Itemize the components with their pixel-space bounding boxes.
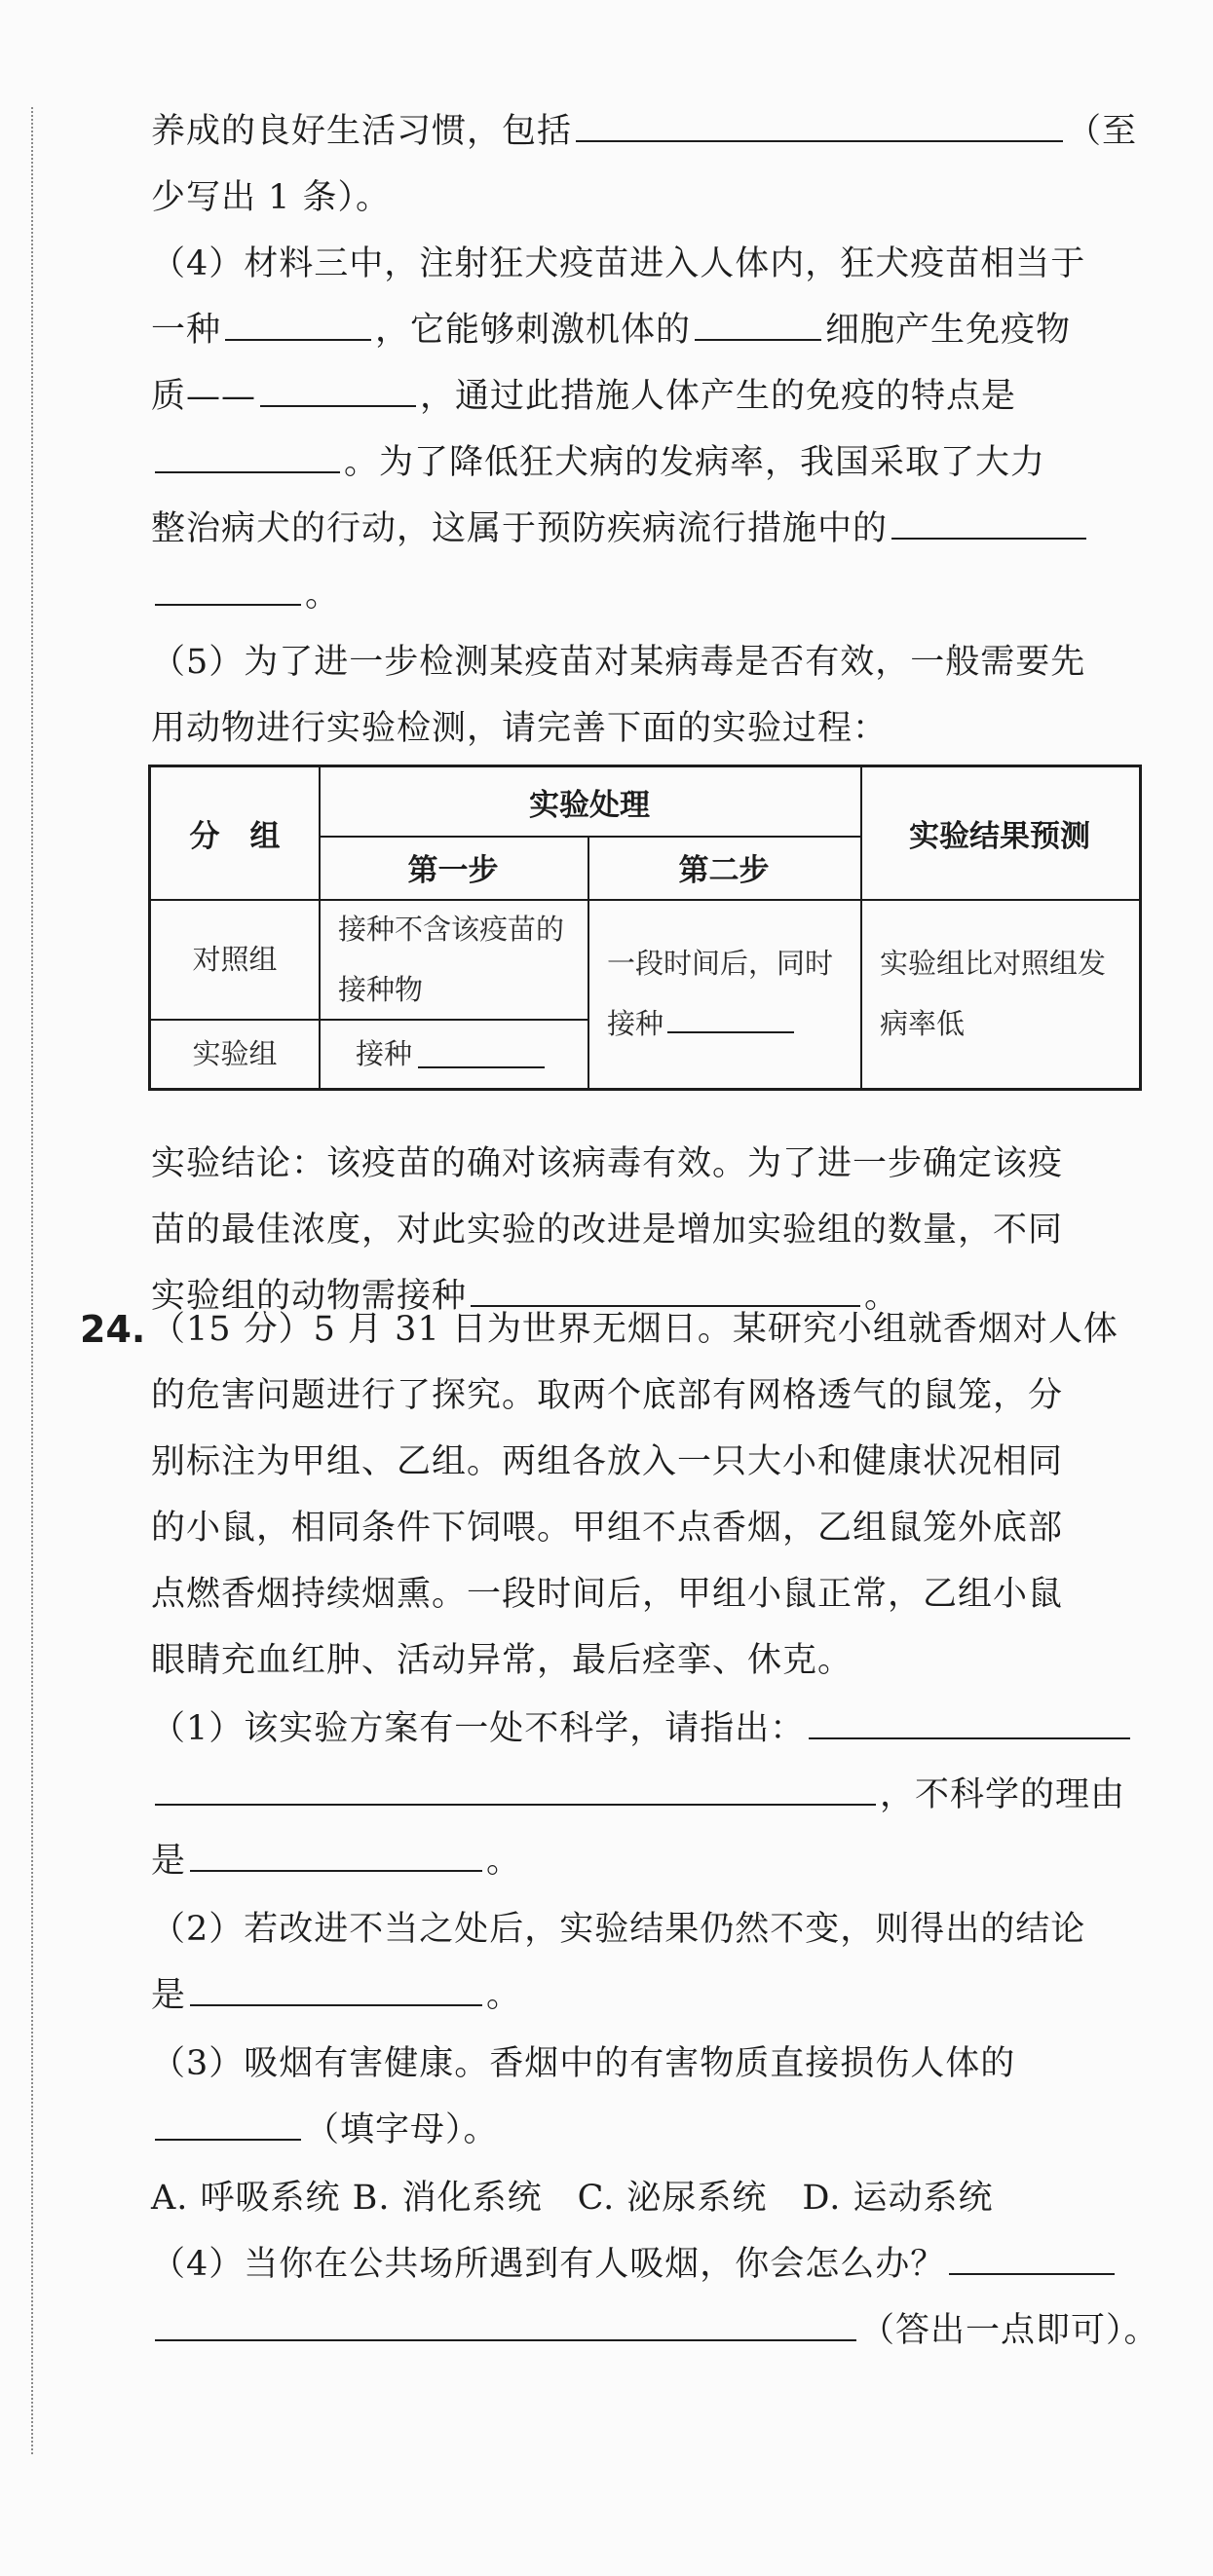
line-text: 整治病犬的行动，这属于预防疾病流行措施中的 xyxy=(151,509,889,548)
text-line-l14 xyxy=(151,1295,1145,1363)
answer-blank[interactable] xyxy=(695,306,821,341)
text-line-l21 xyxy=(151,1761,1145,1829)
line-text: 眼睛充血红肿、活动异常，最后痉挛、休克。 xyxy=(151,1641,853,1680)
answer-blank[interactable] xyxy=(225,306,371,341)
answer-blank[interactable] xyxy=(155,571,301,606)
cell-control-step1-text: 接种不含该疫苗的接种物 xyxy=(338,912,565,1006)
text-line-l23 xyxy=(151,1895,1145,1963)
text-line-l27 xyxy=(151,2164,1145,2232)
answer-blank[interactable] xyxy=(155,2306,856,2341)
line-text: （5）为了进一步检测某疫苗对某病毒是否有效，一般需要先 xyxy=(151,643,1086,682)
cell-step2-label: 一段时间后，同时接种 xyxy=(607,947,834,1040)
answer-blank[interactable] xyxy=(809,1704,1130,1739)
line-text: 细胞产生免疫物 xyxy=(825,311,1072,350)
line-text: ，它能够刺激机体的 xyxy=(375,311,692,350)
text-line-l3 xyxy=(151,230,1145,298)
answer-blank[interactable] xyxy=(155,438,340,473)
header-treatment: 实验处理 xyxy=(529,787,650,823)
header-group: 分 组 xyxy=(189,819,281,854)
line-text: 别标注为甲组、乙组。两组各放入一只大小和健康状况相同 xyxy=(151,1442,1064,1481)
text-line-l12 xyxy=(151,1196,1145,1264)
answer-blank[interactable] xyxy=(576,107,1063,142)
answer-blank[interactable] xyxy=(190,1837,482,1872)
line-text: 养成的良好生活习惯，包括 xyxy=(151,112,573,151)
cell-experimental-step1-text: 接种 xyxy=(356,1036,413,1070)
line-text: （15 分）5 月 31 日为世界无烟日。某研究小组就香烟对人体 xyxy=(151,1310,1118,1349)
answer-blank[interactable] xyxy=(155,2106,301,2141)
line-text: （至 xyxy=(1067,112,1138,151)
line-text: 点燃香烟持续烟熏。一段时间后，甲组小鼠正常，乙组小鼠 xyxy=(151,1575,1064,1614)
line-text: （1）该实验方案有一处不科学，请指出： xyxy=(151,1709,806,1748)
text-line-l19 xyxy=(151,1626,1145,1695)
line-text: 苗的最佳浓度，对此实验的改进是增加实验组的数量，不同 xyxy=(151,1211,1064,1250)
text-line-l8 xyxy=(151,561,1145,629)
line-text: 一种 xyxy=(151,311,222,350)
line-text: 是 xyxy=(151,1842,187,1881)
cell-experimental-step1 xyxy=(319,1019,588,1088)
line-text: 用动物进行实验检测，请完善下面的实验过程： xyxy=(151,709,889,748)
answer-blank[interactable] xyxy=(949,2240,1115,2275)
line-text: （填字母）。 xyxy=(305,2110,499,2149)
line-text: （4）当你在公共场所遇到有人吸烟，你会怎么办？ xyxy=(151,2245,946,2284)
text-line-l22 xyxy=(151,1827,1145,1895)
line-text: 质—— xyxy=(151,377,257,416)
text-line-l4 xyxy=(151,296,1145,364)
text-line-l25 xyxy=(151,2030,1145,2098)
line-text: 实验组的动物需接种 xyxy=(151,1277,468,1316)
line-text: 的小鼠，相同条件下饲喂。甲组不点香烟，乙组鼠笼外底部 xyxy=(151,1509,1064,1548)
header-step2: 第二步 xyxy=(678,853,770,888)
text-line-l9 xyxy=(151,628,1145,696)
line-text: 。 xyxy=(486,1976,522,2015)
line-text: （4）材料三中，注射狂犬疫苗进入人体内，狂犬疫苗相当于 xyxy=(151,244,1086,283)
line-text: ，通过此措施人体产生的免疫的特点是 xyxy=(420,377,1017,416)
cell-step2 xyxy=(588,899,860,1088)
text-line-l10 xyxy=(151,694,1145,763)
text-line-l15 xyxy=(151,1362,1145,1430)
cell-result: 实验组比对照组发病率低 xyxy=(880,947,1107,1040)
experiment-table xyxy=(148,765,1142,1091)
cell-experimental-group: 实验组 xyxy=(192,1036,278,1070)
text-line-l29 xyxy=(151,2296,1159,2365)
answer-blank[interactable] xyxy=(891,504,1086,540)
text-line-l5 xyxy=(151,362,1145,430)
text-line-l18 xyxy=(151,1560,1145,1628)
text-line-l26 xyxy=(151,2096,1145,2164)
line-text: 的危害问题进行了探究。取两个底部有网格透气的鼠笼，分 xyxy=(151,1376,1064,1415)
text-line-l6 xyxy=(151,429,1145,497)
header-step1: 第一步 xyxy=(407,853,499,888)
text-line-l28 xyxy=(151,2230,1145,2298)
line-text: 实验结论：该疫苗的确对该病毒有效。为了进一步确定该疫 xyxy=(151,1144,1064,1183)
answer-blank[interactable] xyxy=(260,372,416,407)
answer-blank[interactable] xyxy=(190,1971,482,2006)
line-text: 少写出 1 条）。 xyxy=(151,178,392,217)
text-line-l24 xyxy=(151,1961,1145,2030)
cell-step2-text xyxy=(607,933,847,1054)
text-line-l17 xyxy=(151,1494,1145,1562)
text-line-l11 xyxy=(151,1130,1145,1198)
text-line-l20 xyxy=(151,1695,1145,1763)
question-number-24: 24. xyxy=(80,1308,146,1351)
answer-blank[interactable] xyxy=(667,1004,794,1033)
line-text: （答出一点即可）。 xyxy=(860,2311,1159,2350)
header-result: 实验结果预测 xyxy=(909,819,1090,854)
line-text: 。 xyxy=(864,1277,900,1316)
cell-control-step1 xyxy=(319,899,588,1019)
line-text: 。 xyxy=(486,1842,522,1881)
answer-blank[interactable] xyxy=(418,1039,545,1068)
line-text: A. 呼吸系统 B. 消化系统 C. 泌尿系统 D. 运动系统 xyxy=(151,2179,994,2218)
line-text: （2）若改进不当之处后，实验结果仍然不变，则得出的结论 xyxy=(151,1910,1086,1949)
line-text: ，不科学的理由 xyxy=(880,1775,1126,1814)
text-line-l2 xyxy=(151,164,1145,232)
line-text: 。 xyxy=(305,576,341,615)
line-text: （3）吸烟有害健康。香烟中的有害物质直接损伤人体的 xyxy=(151,2044,1016,2083)
line-text: 。为了降低狂犬病的发病率，我国采取了大力 xyxy=(344,443,1046,482)
answer-blank[interactable] xyxy=(155,1771,876,1806)
text-line-l1 xyxy=(151,97,1145,166)
text-line-l16 xyxy=(151,1428,1145,1496)
line-text: 是 xyxy=(151,1976,187,2015)
cell-control-group: 对照组 xyxy=(192,942,278,976)
text-line-l7 xyxy=(151,495,1145,563)
